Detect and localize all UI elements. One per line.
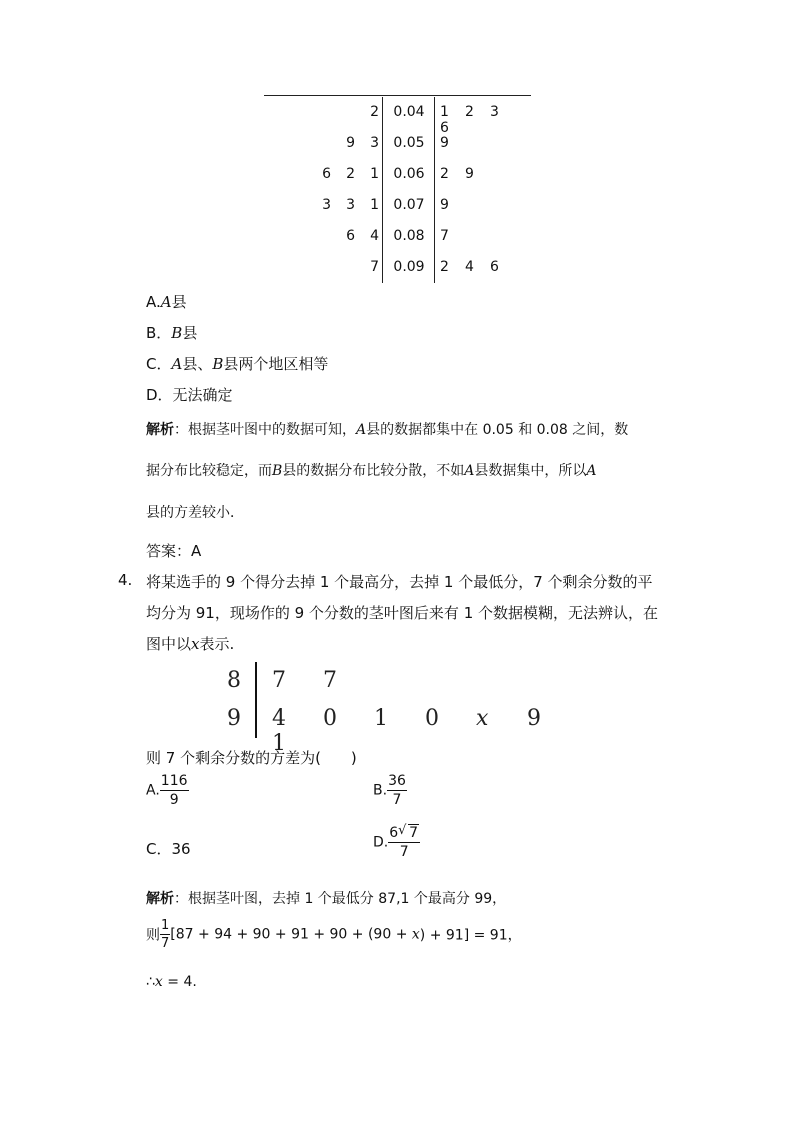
variable: x (154, 974, 163, 990)
leaf: 7 (272, 668, 286, 693)
table-row (264, 221, 531, 252)
stem-leaf-table-2 (218, 660, 618, 756)
left-leaf: 1 (370, 197, 379, 213)
leaf: 7 (323, 668, 337, 693)
stem: 0.06 (393, 166, 425, 182)
question-line: 图中以x表示. (146, 635, 235, 653)
divider (255, 662, 257, 738)
analysis-line: 据分布比较稳定，而B县的数据分布比较分散，不如A县数据集中，所以A (146, 463, 597, 479)
table-top-rule (264, 95, 531, 96)
variable: A (171, 355, 183, 373)
leaf: x (476, 706, 489, 731)
right-leaf: 6 (440, 120, 449, 136)
option-d: D．无法确定 (146, 386, 233, 404)
right-leaf: 6 (490, 259, 499, 275)
analysis-line: ∴x = 4. (146, 974, 197, 990)
analysis-line: 解析：根据茎叶图，去掉 1 个最低分 87,1 个最高分 99， (146, 891, 507, 907)
table-row (264, 190, 531, 221)
option-b: B. $\frac{36}{7}$ (373, 773, 406, 808)
table-row (264, 97, 531, 136)
right-leaf: 4 (465, 259, 474, 275)
question-prompt: 则 7 个剩余分数的方差为( ) (146, 749, 357, 767)
fraction: $\frac{36}{7}$ (388, 773, 406, 808)
stem: 8 (227, 668, 241, 693)
left-leaf: 3 (322, 197, 331, 213)
leaves-row (272, 668, 374, 693)
leaf: 4 (272, 706, 286, 731)
answer: 答案：A (146, 542, 202, 560)
variable: B (212, 355, 224, 373)
analysis-label: 解析 (146, 891, 174, 907)
option-a: A.A县 (146, 293, 187, 311)
variable: A (356, 422, 367, 438)
stem: 0.08 (393, 228, 425, 244)
left-leaf: 2 (346, 166, 355, 182)
right-leaf: 9 (440, 197, 449, 213)
left-leaf: 9 (346, 135, 355, 151)
variable: A (464, 463, 475, 479)
analysis-line: 县的方差较小． (146, 505, 244, 521)
left-leaf: 6 (322, 166, 331, 182)
right-leaf: 1 (440, 104, 449, 120)
left-leaf: 2 (370, 104, 379, 120)
stem: 0.09 (393, 259, 425, 275)
left-leaf: 7 (370, 259, 379, 275)
stem: 0.04 (393, 104, 425, 120)
analysis-line: 则 $\frac{1}{7}$ [87 + 94 + 90 + 91 + 90 + (90 + x) + 91] = 91， (146, 918, 522, 951)
variable: A (586, 463, 597, 479)
fraction: $\frac{6√ 7}{7}$ (388, 825, 420, 860)
leaf: 1 (374, 706, 388, 731)
question-line: 均分为 91，现场作的 9 个分数的茎叶图后来有 1 个数据模糊，无法辨认，在 (146, 604, 659, 622)
variable: x (411, 926, 420, 943)
right-leaf: 2 (440, 166, 449, 182)
left-leaf: 3 (346, 197, 355, 213)
right-leaf: 7 (440, 228, 449, 244)
option-c: C．A县、B县两个地区相等 (146, 355, 329, 373)
variable: x (191, 635, 200, 653)
stem: 0.05 (393, 135, 425, 151)
left-leaf: 1 (370, 166, 379, 182)
right-leaf: 2 (440, 259, 449, 275)
variable: B (171, 324, 183, 342)
left-leaf: 6 (346, 228, 355, 244)
stem-leaf-table-1 (264, 95, 531, 285)
analysis-label: 解析 (146, 422, 174, 438)
stem: 0.07 (393, 197, 425, 213)
variable: A (160, 293, 172, 311)
option-d: D. $\frac{6√ 7}{7}$ (373, 825, 420, 860)
leaf: 9 (527, 706, 541, 731)
question-number: 4. (118, 571, 133, 589)
question-line: 将某选手的 9 个得分去掉 1 个最高分，去掉 1 个最低分，7 个剩余分数的平 (146, 573, 653, 591)
leaf: 0 (323, 706, 337, 731)
fraction: $\frac{116}{9}$ (160, 773, 188, 808)
option-a: A. $\frac{116}{9}$ (146, 773, 188, 808)
option-c: C．36 (146, 840, 191, 858)
variable: B (272, 463, 283, 479)
stem: 9 (227, 706, 241, 731)
leaf: 0 (425, 706, 439, 731)
table-row (264, 128, 531, 159)
right-leaf: 3 (490, 104, 499, 120)
fraction: $\frac{1}{7}$ (161, 918, 170, 951)
left-leaf: 3 (370, 135, 379, 151)
table-row (264, 159, 531, 190)
right-leaf: 2 (465, 104, 474, 120)
sqrt-sign: √ 7 (398, 825, 419, 841)
table-row (264, 252, 531, 283)
analysis-line: 解析：根据茎叶图中的数据可知，A县的数据都集中在 0.05 和 0.08 之间，数 (146, 422, 629, 438)
left-leaf: 4 (370, 228, 379, 244)
right-leaf: 9 (440, 135, 449, 151)
option-b: B．B县 (146, 324, 198, 342)
leaf: 1 (272, 731, 286, 756)
right-leaf: 9 (465, 166, 474, 182)
